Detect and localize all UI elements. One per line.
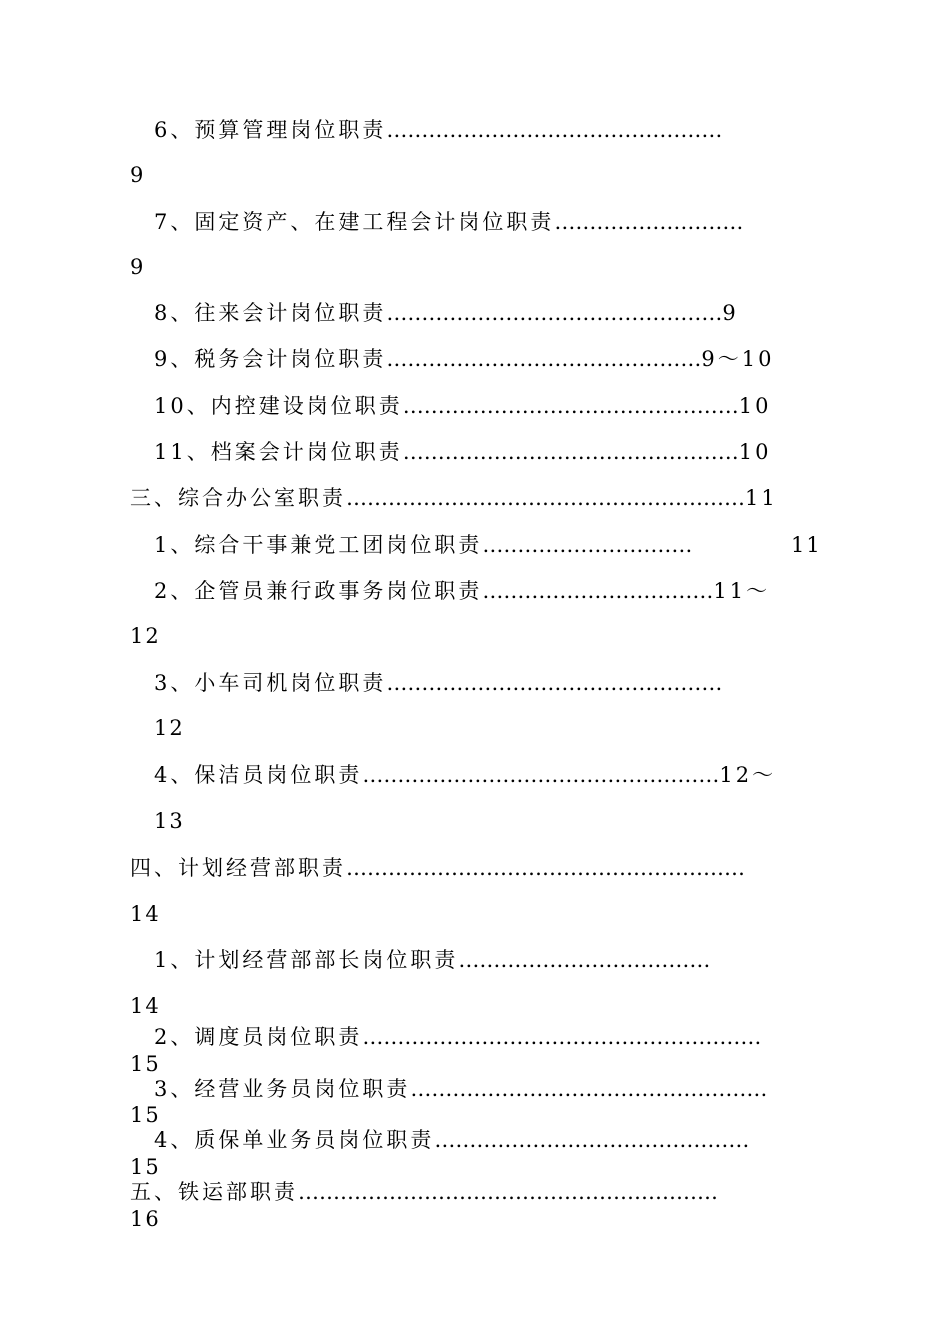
toc-page-number: 11～ — [713, 579, 771, 603]
toc-entry-title: 1、综合干事兼党工团岗位职责 — [154, 533, 483, 557]
toc-page-number: 11 — [791, 533, 822, 557]
toc-entry[interactable] — [154, 1076, 767, 1102]
toc-entry[interactable] — [154, 393, 771, 419]
toc-page-number: 15 — [130, 1103, 161, 1127]
toc-leader-dots: …………………………………………………… — [298, 1180, 718, 1204]
toc-entry-title: 2、企管员兼行政事务岗位职责 — [154, 579, 483, 603]
toc-leader-dots: ………………………………………… — [402, 394, 739, 418]
toc-leader-dots: ………………………………………… — [402, 440, 739, 464]
toc-leader-dots: ………………………………………………… — [346, 486, 745, 510]
toc-entry-title: 8、往来会计岗位职责 — [154, 301, 387, 325]
toc-page-number-continued: 12 — [130, 624, 161, 648]
toc-entry-title: 五、铁运部职责 — [130, 1180, 298, 1204]
toc-entry[interactable] — [154, 670, 722, 696]
toc-page-number: 9 — [130, 255, 146, 279]
toc-section-entry[interactable] — [130, 855, 745, 881]
toc-page-number: 15 — [130, 1155, 161, 1179]
toc-entry-title: 1、计划经营部部长岗位职责 — [154, 948, 459, 972]
toc-leader-dots: ………………………………………… — [386, 301, 723, 325]
toc-page-number: 12 — [154, 716, 185, 740]
toc-leader-dots: ……………………… — [554, 210, 744, 234]
toc-entry-title: 四、计划经营部职责 — [130, 856, 346, 880]
toc-leader-dots: ………………………………………… — [386, 118, 723, 142]
toc-entry[interactable] — [154, 1024, 761, 1050]
toc-page-number: 11 — [745, 486, 778, 510]
toc-leader-dots: …………………………… — [482, 579, 714, 603]
toc-page-number: 12～ — [719, 763, 777, 787]
toc-entry-title: 4、保洁员岗位职责 — [154, 763, 363, 787]
toc-page-number: 10 — [738, 440, 772, 464]
toc-entry[interactable] — [154, 300, 739, 326]
toc-entry-title: 7、固定资产、在建工程会计岗位职责 — [154, 210, 555, 234]
toc-entry[interactable] — [154, 209, 743, 235]
toc-entry[interactable] — [154, 439, 771, 465]
toc-page-number: 15 — [130, 1052, 161, 1076]
toc-entry-title: 9、税务会计岗位职责 — [154, 347, 387, 371]
toc-entry[interactable] — [154, 532, 692, 558]
toc-page-number: 14 — [130, 902, 161, 926]
toc-page-number: 9～10 — [701, 347, 775, 371]
toc-page-number: 16 — [130, 1207, 161, 1231]
toc-leader-dots: ………………………… — [482, 533, 693, 557]
toc-page-number: 9 — [130, 163, 146, 187]
toc-entry-title: 10、内控建设岗位职责 — [154, 394, 403, 418]
toc-page-number: 14 — [130, 994, 161, 1018]
toc-entry-title: 3、经营业务员岗位职责 — [154, 1077, 411, 1101]
toc-entry[interactable] — [154, 1127, 749, 1153]
toc-page-number: 9 — [722, 301, 739, 325]
toc-entry-title: 11、档案会计岗位职责 — [154, 440, 403, 464]
toc-entry[interactable] — [154, 947, 710, 973]
toc-entry-title: 三、综合办公室职责 — [130, 486, 346, 510]
toc-page-number: 10 — [738, 394, 772, 418]
toc-entry-title: 6、预算管理岗位职责 — [154, 118, 387, 142]
toc-section-entry[interactable] — [130, 485, 778, 511]
toc-leader-dots: ……………………………………… — [434, 1128, 750, 1152]
toc-entry[interactable] — [154, 578, 770, 604]
toc-leader-dots: ……………………………… — [458, 948, 711, 972]
toc-leader-dots: ……………………………………… — [386, 347, 702, 371]
toc-leader-dots: ………………………………………………… — [346, 856, 745, 880]
toc-leader-dots: …………………………………………… — [410, 1077, 768, 1101]
toc-leader-dots: ………………………………………………… — [362, 1025, 762, 1049]
toc-entry[interactable] — [154, 762, 776, 788]
toc-leader-dots: ………………………………………… — [386, 671, 723, 695]
toc-section-entry[interactable] — [130, 1179, 718, 1205]
toc-entry[interactable] — [154, 117, 722, 143]
toc-entry[interactable] — [154, 346, 774, 372]
toc-leader-dots: …………………………………………… — [362, 763, 720, 787]
toc-page-number-continued: 13 — [154, 809, 185, 833]
toc-entry-title: 3、小车司机岗位职责 — [154, 671, 387, 695]
toc-entry-title: 4、质保单业务员岗位职责 — [154, 1128, 435, 1152]
toc-entry-title: 2、调度员岗位职责 — [154, 1025, 363, 1049]
